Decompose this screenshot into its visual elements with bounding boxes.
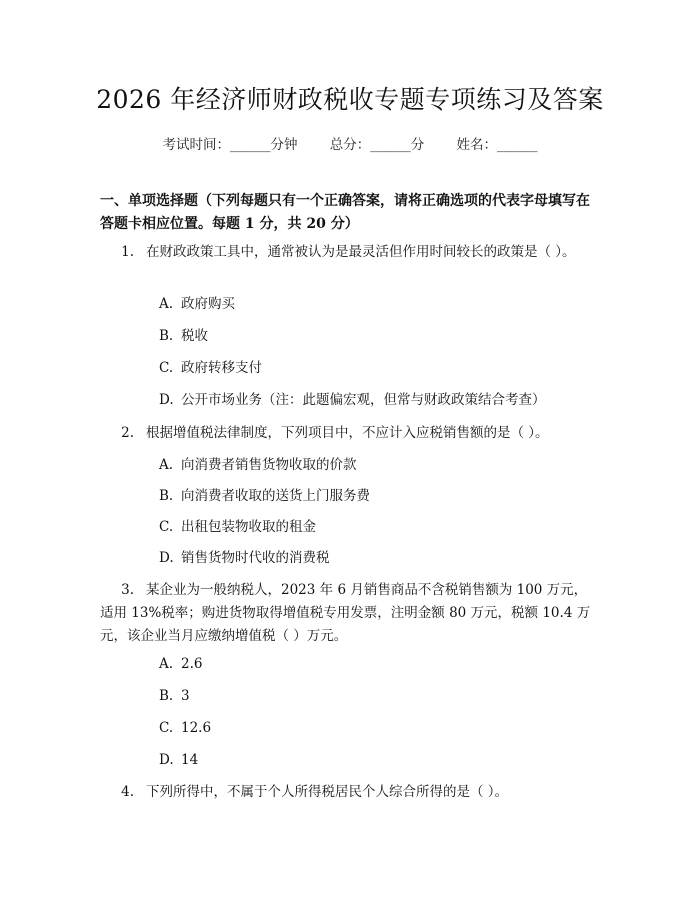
option-text: 出租包装物收取的租金 bbox=[181, 519, 316, 535]
option-letter: D. bbox=[159, 550, 174, 566]
option-letter: B. bbox=[159, 688, 174, 704]
question-text: 下列所得中，不属于个人所得税居民个人综合所得的是（ ）。 bbox=[146, 784, 509, 800]
question-4 bbox=[100, 781, 600, 804]
question-number: 3. bbox=[121, 582, 134, 598]
option-text: 公开市场业务（注：此题偏宏观，但常与财政政策结合考查） bbox=[181, 392, 546, 408]
question-2 bbox=[100, 422, 600, 445]
question-1-option-d bbox=[159, 390, 599, 410]
option-text: 向消费者收取的送货上门服务费 bbox=[181, 488, 370, 504]
option-text: 2.6 bbox=[181, 656, 203, 672]
option-letter: C. bbox=[159, 720, 174, 736]
question-1-option-a bbox=[159, 294, 599, 314]
option-text: 税收 bbox=[181, 328, 208, 344]
question-number: 2. bbox=[121, 425, 134, 441]
question-3 bbox=[100, 579, 600, 648]
option-text: 3 bbox=[181, 688, 190, 704]
question-1 bbox=[100, 241, 600, 264]
question-1-option-c bbox=[159, 358, 599, 378]
option-text: 政府转移支付 bbox=[181, 360, 262, 376]
question-3-option-c bbox=[159, 718, 599, 738]
question-2-option-c bbox=[159, 517, 599, 537]
exam-meta-line bbox=[0, 133, 700, 153]
option-text: 14 bbox=[181, 752, 199, 768]
student-name-field: 姓名：______ bbox=[456, 137, 538, 153]
total-score-field: 总分：______分 bbox=[329, 137, 425, 153]
question-text: 某企业为一般纳税人，2023 年 6 月销售商品不含税销售额为 100 万元，适用 13%税率；购进货物取得增值税专用发票，注明金额 80 万元，税额 10.4 万元，该企业当月应缴纳增值税（ ）万元。 bbox=[100, 582, 591, 644]
section-heading: 一、单项选择题（下列每题只有一个正确答案，请将正确选项的代表字母填写在答题卡相应位置。每题 1 分，共 20 分） bbox=[100, 193, 590, 232]
question-2-option-d bbox=[159, 548, 599, 568]
option-letter: A. bbox=[159, 296, 174, 312]
question-number: 4. bbox=[121, 784, 134, 800]
question-2-option-b bbox=[159, 486, 599, 506]
option-letter: C. bbox=[159, 519, 174, 535]
question-text: 在财政政策工具中，通常被认为是最灵活但作用时间较长的政策是（ ）。 bbox=[146, 244, 576, 260]
question-1-option-b bbox=[159, 326, 599, 346]
question-2-option-a bbox=[159, 455, 599, 475]
exam-time-field: 考试时间：______分钟 bbox=[162, 137, 298, 153]
question-3-option-b bbox=[159, 686, 599, 706]
question-number: 1. bbox=[121, 244, 134, 260]
document-title: 2026 年经济师财政税收专题专项练习及答案 bbox=[96, 85, 604, 114]
question-3-option-d bbox=[159, 750, 599, 770]
option-text: 政府购买 bbox=[181, 296, 235, 312]
question-text: 根据增值税法律制度，下列项目中，不应计入应税销售额的是（ ）。 bbox=[146, 425, 549, 441]
option-letter: A. bbox=[159, 656, 174, 672]
option-letter: A. bbox=[159, 457, 174, 473]
option-letter: C. bbox=[159, 360, 174, 376]
option-letter: B. bbox=[159, 488, 174, 504]
option-text: 12.6 bbox=[181, 720, 212, 736]
option-text: 向消费者销售货物收取的价款 bbox=[181, 457, 357, 473]
option-letter: B. bbox=[159, 328, 174, 344]
question-3-option-a bbox=[159, 654, 599, 674]
option-text: 销售货物时代收的消费税 bbox=[181, 550, 330, 566]
option-letter: D. bbox=[159, 392, 174, 408]
option-letter: D. bbox=[159, 752, 174, 768]
